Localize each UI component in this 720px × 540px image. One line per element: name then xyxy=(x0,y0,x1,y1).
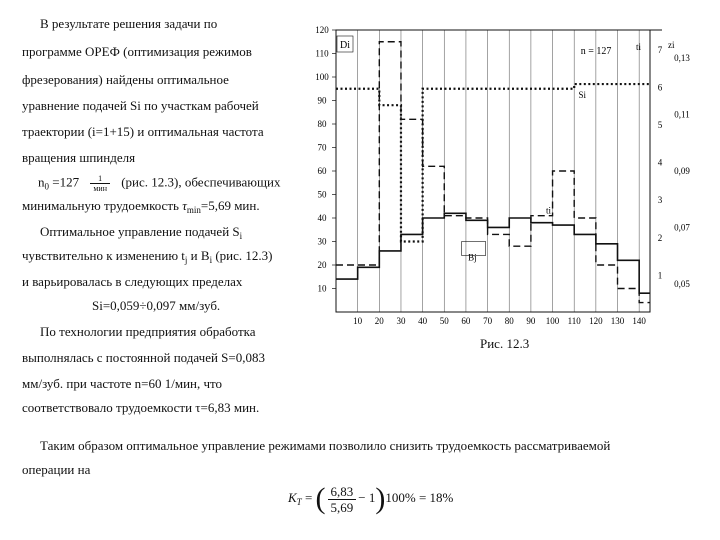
right-inner-number: 3 xyxy=(657,195,663,206)
right-inner-number: 4 xyxy=(657,157,663,168)
figure-caption: Рис. 12.3 xyxy=(480,336,530,351)
y-left-tick-label: 90 xyxy=(317,95,327,106)
x-tick-label: 40 xyxy=(418,316,428,326)
tau-subscript: min xyxy=(186,205,201,215)
para-line-12: Si=0,059÷0,097 мм/зуб. xyxy=(92,298,221,313)
x-tick-label: 20 xyxy=(374,316,384,326)
formula-minus-one: − 1 xyxy=(358,489,376,505)
para-line-4: уравнение подачей Si по участкам рабочей xyxy=(22,98,259,113)
chart-axes xyxy=(336,30,662,312)
formula-fraction xyxy=(328,484,357,515)
y-left-tick-label: 10 xyxy=(317,283,327,294)
label-ti-right: ti xyxy=(636,42,642,52)
x-tick-label: 50 xyxy=(439,316,449,326)
x-tick-label: 60 xyxy=(461,316,471,326)
para-line-2: программе ОРЕФ (оптимизация режимов xyxy=(22,44,252,59)
min-labor-value: =5,69 мин. xyxy=(200,198,260,213)
series-line-solid xyxy=(336,213,650,293)
x-tick-label: 90 xyxy=(526,316,536,326)
unit-numerator: 1 xyxy=(90,174,110,184)
right-paren: ) xyxy=(375,482,386,515)
formula-lhs: K xyxy=(288,489,297,505)
n-value: =127 xyxy=(49,174,80,190)
right-inner-number: 6 xyxy=(657,82,663,93)
para-line-5: траектории (i=1+15) и оптимальная частота xyxy=(22,124,264,139)
sensitivity-text-c: (рис. 12.3) xyxy=(212,248,273,263)
y-left-tick-label: 80 xyxy=(317,119,327,129)
y-left-tick-label: 100 xyxy=(315,72,329,82)
y-left-tick-label: 30 xyxy=(317,236,327,247)
para-line-6: вращения шпинделя xyxy=(22,150,136,165)
para-line-16: соответствовало трудоемкости τ=6,83 мин. xyxy=(22,400,260,415)
formula-eq: = xyxy=(304,489,313,505)
x-tick-label: 80 xyxy=(504,316,514,326)
para-line-1: В результате решения задачи по xyxy=(40,16,218,31)
sensitivity-text-a: чувствительно к изменению t xyxy=(22,248,185,263)
x-tick-label: 110 xyxy=(567,316,581,326)
y-left-tick-label: 60 xyxy=(317,166,327,176)
t-subscript: j xyxy=(184,255,188,265)
figure-reference: (рис. 12.3), обеспечивающих xyxy=(121,174,281,190)
formula-lhs-sub: T xyxy=(296,496,302,507)
plot-frame xyxy=(336,30,650,312)
label-si: Si xyxy=(578,90,587,101)
para-line-3: фрезерования) найдены оптимальное xyxy=(22,72,229,87)
para-line-13: По технологии предприятия обработка xyxy=(40,324,256,339)
right-inner-number: 5 xyxy=(657,120,663,130)
y-left-tick-label: 70 xyxy=(317,142,327,153)
para-line-9 xyxy=(40,224,242,244)
series-line-dashed xyxy=(336,42,650,303)
label-ti: ti xyxy=(546,205,552,216)
para-line-15: мм/зуб. при частоте n=60 1/мин, что xyxy=(22,376,223,391)
para-line-11: и варьировалась в следующих пределах xyxy=(22,274,243,289)
series-line-dotted xyxy=(336,84,650,241)
n-symbol: n xyxy=(38,174,45,190)
feed-optimization-chart xyxy=(308,22,700,328)
para-line-8 xyxy=(22,198,260,218)
y-right-tick-label: 0,09 xyxy=(674,166,690,176)
x-tick-label: 120 xyxy=(589,316,603,326)
x-tick-label: 70 xyxy=(483,316,493,326)
formula-rhs: 100% = 18% xyxy=(385,489,454,505)
label-n: n = 127 xyxy=(580,46,612,57)
right-inner-number: 7 xyxy=(657,44,663,55)
right-inner-number: 1 xyxy=(657,270,663,281)
label-di: Di xyxy=(340,40,350,51)
y-right-tick-label: 0,13 xyxy=(674,53,690,64)
right-inner-number: 2 xyxy=(657,232,663,243)
y-left-tick-label: 50 xyxy=(317,189,327,200)
chart-labels xyxy=(337,36,675,262)
y-right-tick-label: 0,11 xyxy=(674,109,690,120)
min-labor-label: минимальную трудоемкость xyxy=(22,198,179,213)
n-subscript: 0 xyxy=(44,181,49,192)
y-left-tick-label: 40 xyxy=(317,213,327,223)
unit-denominator: мин xyxy=(93,184,107,193)
y-left-tick-label: 120 xyxy=(315,25,329,35)
tau-symbol: τ xyxy=(182,198,187,213)
x-tick-label: 10 xyxy=(353,316,363,326)
feed-control-text: Оптимальное управление подачей S xyxy=(40,224,240,239)
left-paren: ( xyxy=(315,482,326,515)
unit-fraction xyxy=(90,174,110,193)
conclusion-line-2: операции на xyxy=(22,462,91,477)
label-zi: zi xyxy=(668,40,675,50)
para-line-7 xyxy=(38,174,280,194)
feed-subscript: i xyxy=(239,231,243,241)
formula xyxy=(288,482,453,516)
conclusion-line-1: Таким образом оптимальное управление режимами позволило снизить трудоемкость рассматриваемой xyxy=(40,438,611,453)
x-tick-label: 30 xyxy=(396,316,406,326)
x-tick-label: 100 xyxy=(545,316,560,326)
chart-series xyxy=(336,42,650,303)
chart-ticks xyxy=(315,25,690,326)
y-right-tick-label: 0,05 xyxy=(674,278,690,289)
formula-denominator: 5,69 xyxy=(330,499,354,515)
formula-numerator: 6,83 xyxy=(328,484,357,500)
chart-grid xyxy=(358,30,640,312)
para-line-14: выполнялась с постоянной подачей S=0,083 xyxy=(22,350,265,365)
para-line-10 xyxy=(22,248,272,268)
y-left-tick-label: 20 xyxy=(317,260,327,270)
label-bj: Bj xyxy=(468,252,477,263)
b-subscript: i xyxy=(209,255,213,265)
y-left-tick-label: 110 xyxy=(315,48,329,59)
x-tick-label: 130 xyxy=(610,316,625,326)
sensitivity-text-b: и B xyxy=(187,248,210,263)
y-right-tick-label: 0,07 xyxy=(674,222,690,233)
x-tick-label: 140 xyxy=(632,316,646,326)
